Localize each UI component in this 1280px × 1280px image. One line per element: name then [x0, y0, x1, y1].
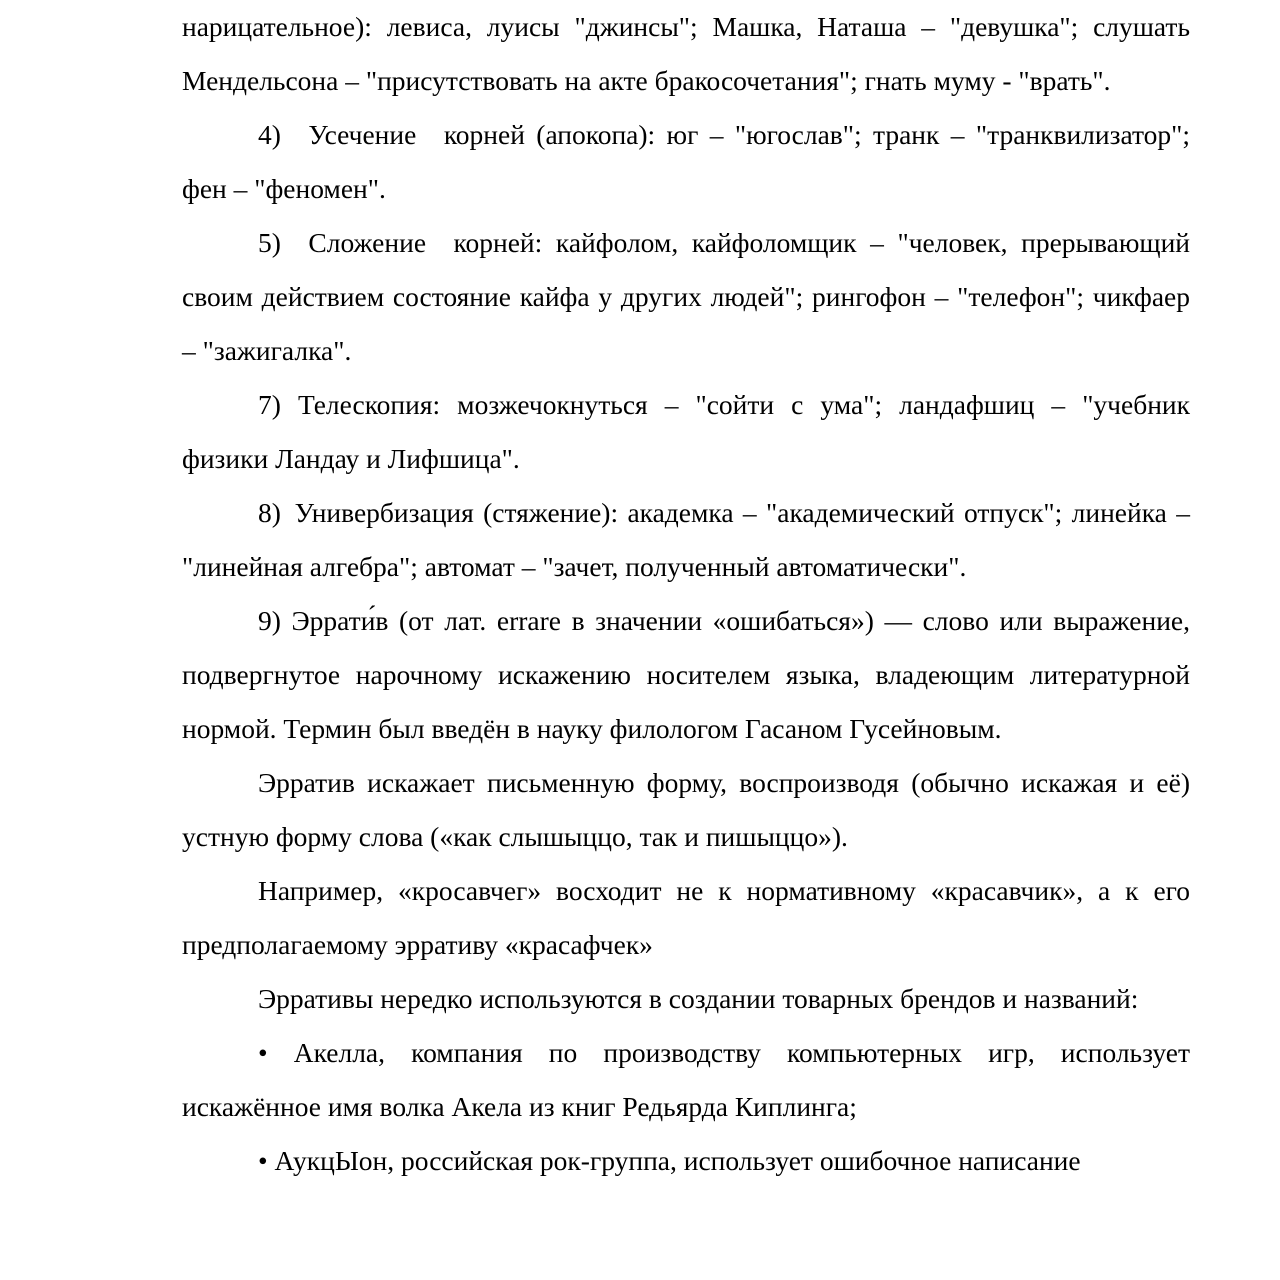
paragraph-continuation: нарицательное): левиса, луисы "джинсы"; Машка, Наташа – "девушка"; слушать Мендельсона – "присутствовать на акте бракосочетания"; гнать муму - "врать".: [182, 11, 1190, 96]
paragraph-item-5-slozhenie: 5) Сложение корней: кайфолом, кайфоломщик – "человек, прерывающий своим действием состояние кайфа у других людей"; рингофон – "телефон"; чикфаер – "зажигалка".: [182, 227, 1190, 366]
paragraph-brands-intro: Эрративы нередко используются в создании товарных брендов и названий:: [258, 983, 1139, 1014]
paragraph-example-krosavcheg: Например, «кросавчег» восходит не к нормативному «красавчик», а к его предполагаемому эрративу «красафчек»: [182, 875, 1190, 960]
paragraph-errativ-distorts-written-form: Эрратив искажает письменную форму, воспроизводя (обычно искажая и её) устную форму слова («как слышыццо, так и пишыццо»).: [182, 767, 1190, 852]
paragraph-item-8-univerbizatsiya: 8) Универбизация (стяжение): академка – "академический отпуск"; линейка – "линейная алгебра"; автомат – "зачет, полученный автоматически".: [182, 497, 1190, 582]
list-item-auktsyon: • АукцЫон, российская рок-группа, использует ошибочное написание: [258, 1145, 1081, 1176]
paragraph-item-7-teleskopiya: 7) Телескопия: мозжечокнуться – "сойти с ума"; ландафшиц – "учебник физики Ландау и Лифшица".: [182, 389, 1190, 474]
paragraph-item-4-apokopa: 4) Усечение корней (апокопа): юг – "югослав"; транк – "транквилизатор"; фен – "феномен".: [182, 119, 1190, 204]
paragraph-item-9-errativ-definition: 9) Эррати́в (от лат. errare в значении «ошибаться») — слово или выражение, подвергнутое нарочному искажению носителем языка, владеющим литературной нормой. Термин был введён в науку филологом Гасаном Гусейновым.: [182, 605, 1190, 744]
list-item-akella: • Акелла, компания по производству компьютерных игр, использует искажённое имя волка Акела из книг Редьярда Киплинга;: [182, 1037, 1190, 1122]
text-column: [182, 0, 1190, 1188]
